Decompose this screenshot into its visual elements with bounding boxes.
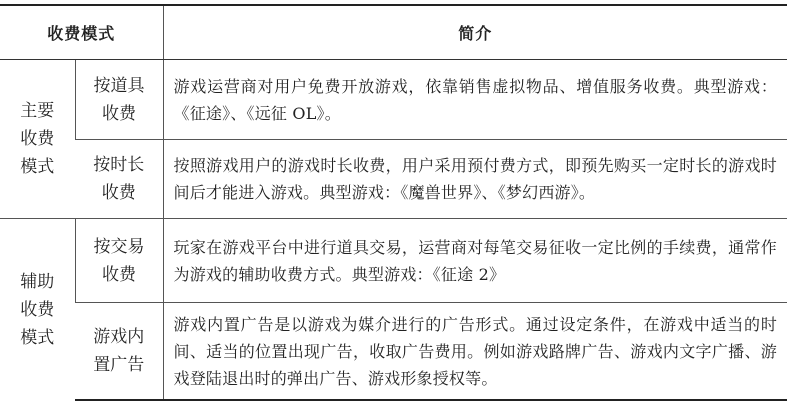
table-row [0, 140, 787, 219]
billing-modes-table [0, 4, 787, 401]
header-introduction: 简介 [163, 5, 787, 60]
subcategory-label: 按道具 收费 [93, 75, 145, 124]
table-header-row [0, 5, 787, 60]
table-row [0, 219, 787, 303]
subcategory-label: 按时长 收费 [93, 155, 145, 203]
category-cell-main [0, 60, 75, 219]
subcategory-cell [75, 303, 163, 401]
table-row [0, 60, 787, 140]
header-billing-mode: 收费模式 [0, 5, 163, 60]
description-cell: 游戏运营商对用户免费开放游戏，依靠销售虚拟物品、增值服务收费。典型游戏：《征途》、《远征 OL》。 [163, 60, 787, 140]
description-cell: 游戏内置广告是以游戏为媒介进行的广告形式。通过设定条件，在游戏中适当的时间、适当的位置出现广告，收取广告费用。例如游戏路牌广告、游戏内文字广播、游戏登陆退出时的弹出广告、游戏形象授权等。 [163, 303, 787, 401]
description-cell: 玩家在游戏平台中进行道具交易，运营商对每笔交易征收一定比例的手续费，通常作为游戏的辅助收费方式。典型游戏：《征途 2》 [163, 219, 787, 303]
subcategory-cell [75, 219, 163, 303]
table-row [0, 303, 787, 401]
category-label: 主要 收费 模式 [20, 101, 55, 177]
subcategory-label: 游戏内 置广告 [93, 327, 145, 375]
subcategory-cell [75, 140, 163, 219]
subcategory-label: 按交易 收费 [93, 236, 145, 285]
category-cell-auxiliary [0, 219, 75, 401]
category-label: 辅助 收费 模式 [20, 271, 55, 348]
description-cell: 按照游戏用户的游戏时长收费，用户采用预付费方式，即预先购买一定时长的游戏时间后才能进入游戏。典型游戏：《魔兽世界》、《梦幻西游》。 [163, 140, 787, 219]
subcategory-cell [75, 60, 163, 140]
